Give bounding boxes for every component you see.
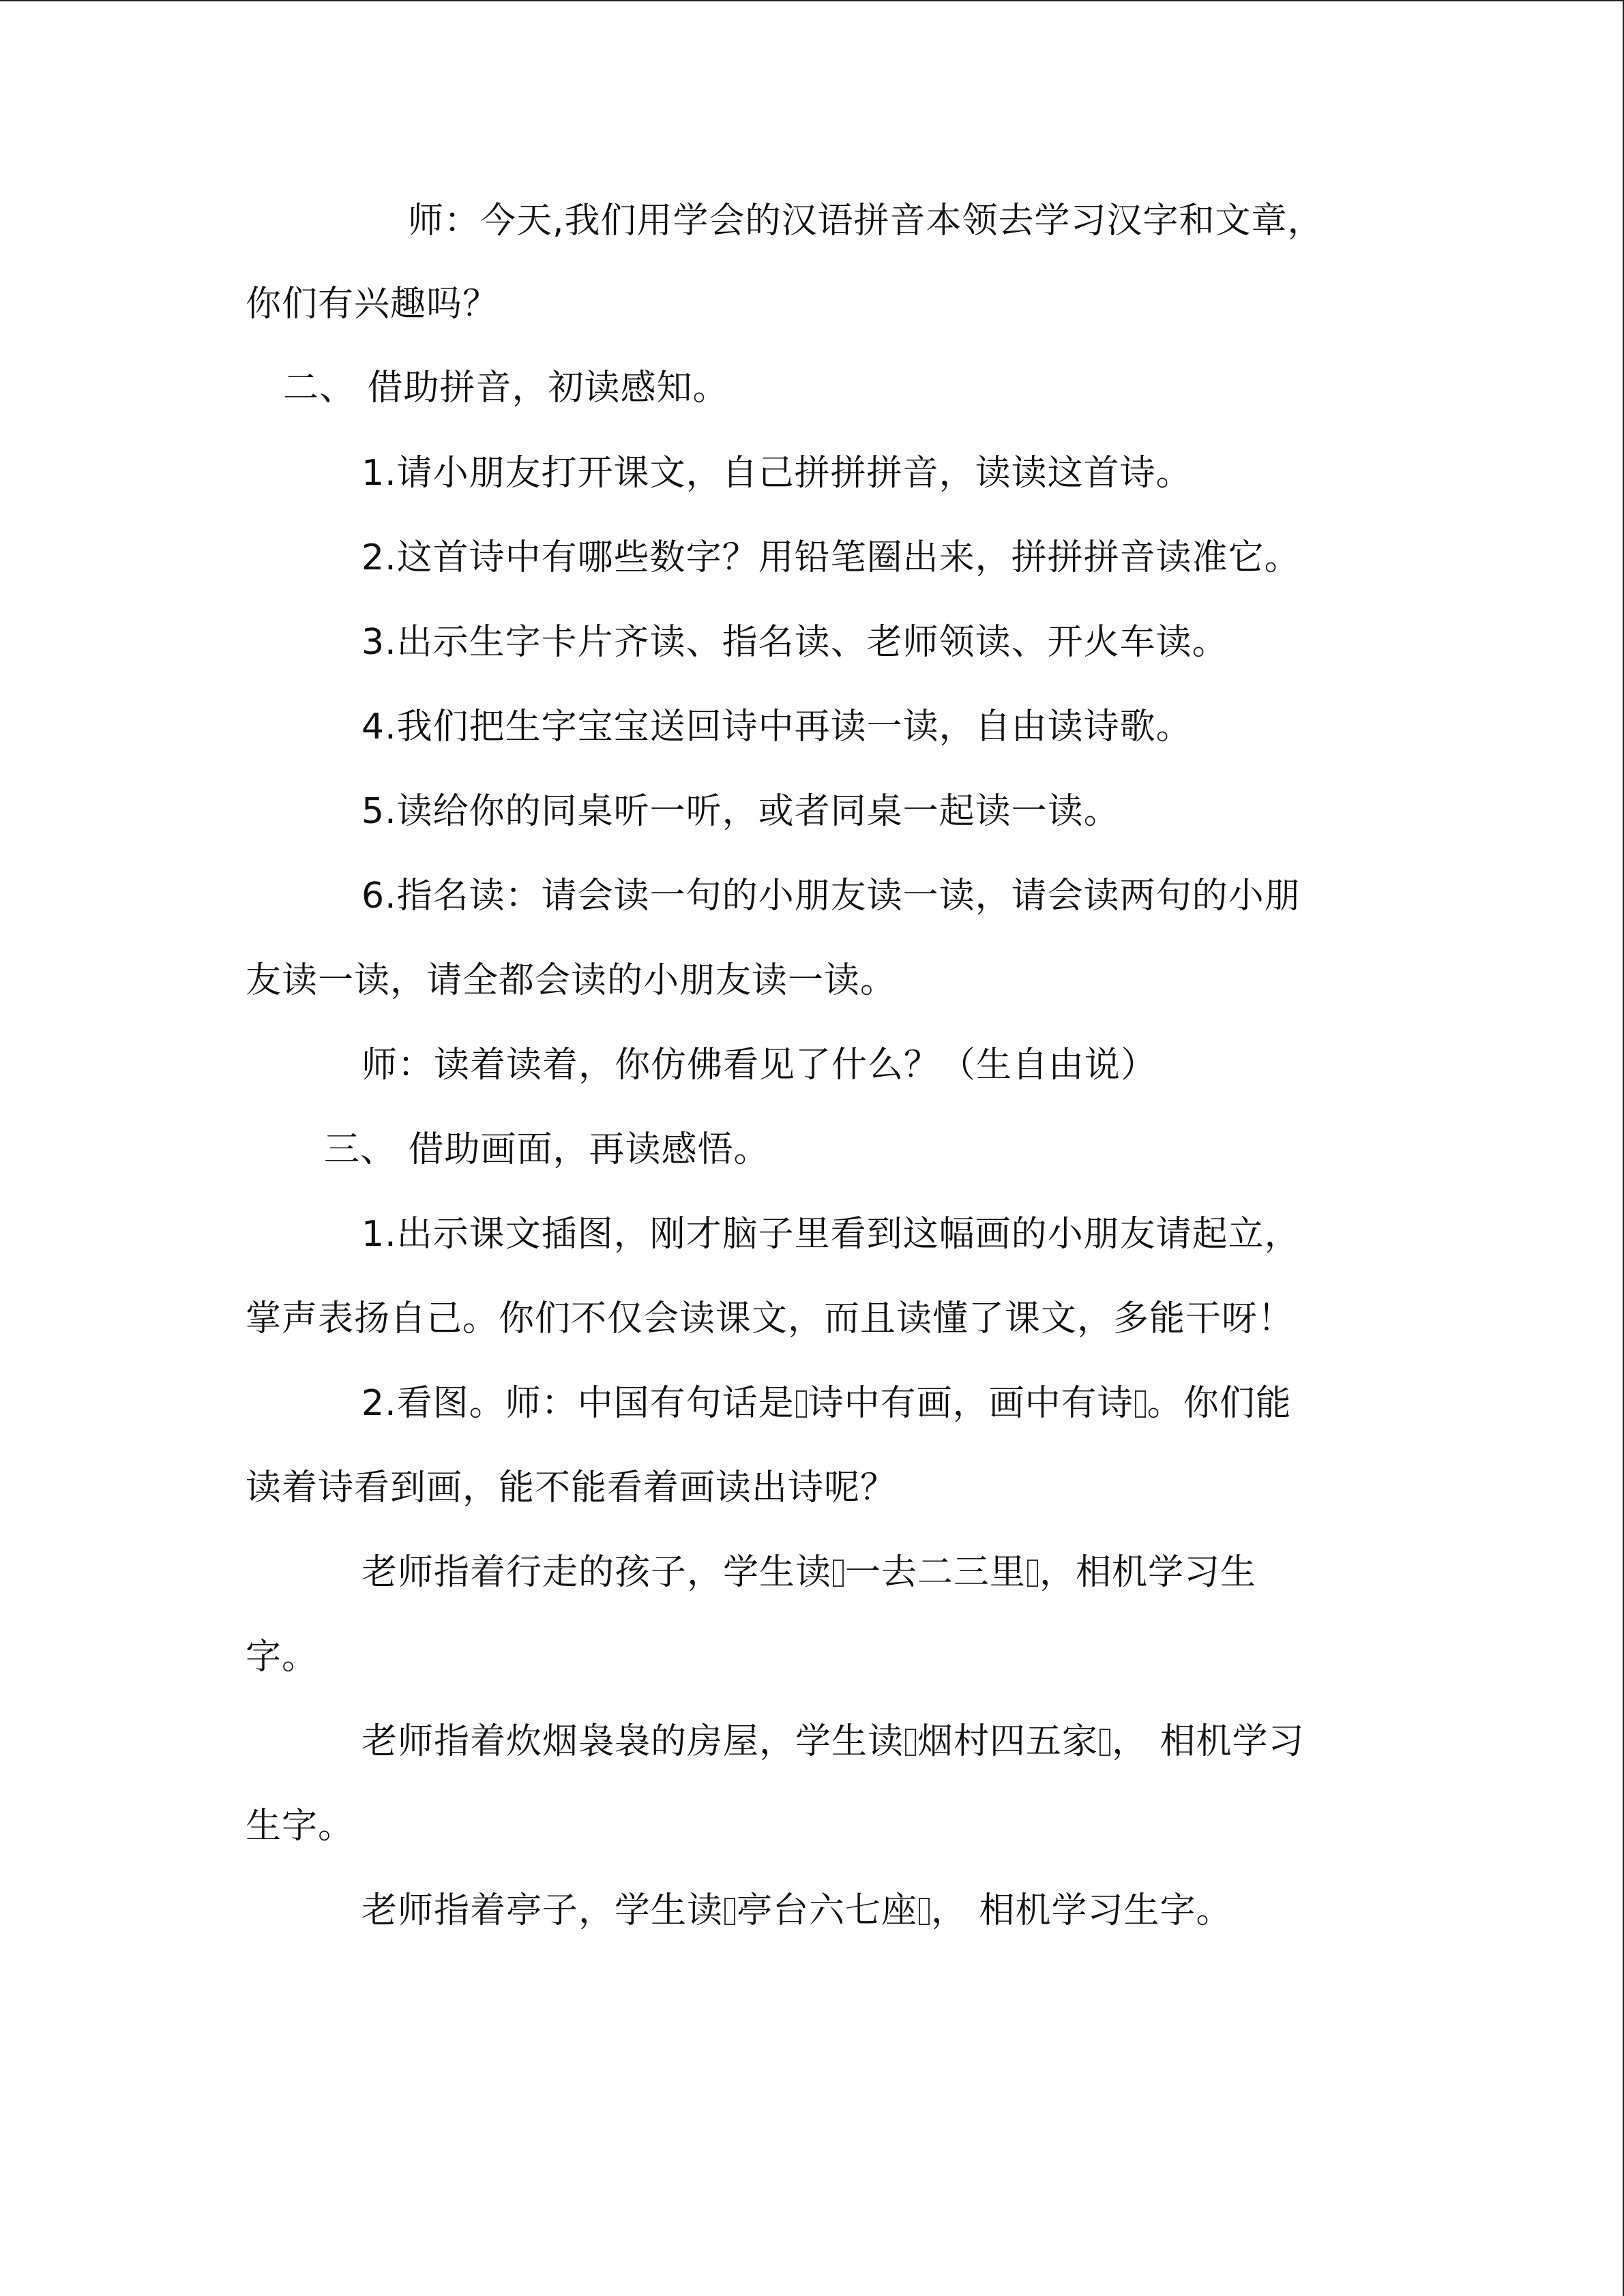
list-item-6-continued: 友读一读，请全都会读的小朋友读一读。 [246,960,897,1001]
section-heading-3: 三、 借助画面，再读感悟。 [324,1129,770,1170]
step-2-quote: 诗中有画，画中有诗 [808,1383,1134,1424]
teacher-point-2-text-a: 老师指着炊烟袅袅的房屋，学生读 [361,1721,904,1762]
teacher-point-3-quote: 亭台六七座 [737,1890,918,1931]
teacher-point-1-continued: 字。 [246,1637,319,1678]
teacher-point-3 [361,1889,1232,1933]
paragraph-line-1: 师：今天,我们用学会的汉语拼音本领去学习汉字和文章， [408,200,1324,241]
missing-glyph-box [1099,1729,1110,1756]
step-2-continued: 读着诗看到画，能不能看着画读出诗呢？ [246,1467,897,1508]
missing-glyph-box [796,1390,807,1418]
teacher-point-3-text-a: 老师指着亭子，学生读 [361,1890,724,1931]
teacher-point-1-text-a: 老师指着行走的孩子，学生读 [361,1552,832,1593]
missing-glyph-box [919,1898,930,1925]
step-2-text-b: 。你们能 [1147,1383,1292,1424]
step-2 [361,1382,1292,1425]
teacher-point-1 [361,1551,1256,1594]
step-1: 1.出示课文插图，刚才脑子里看到这幅画的小朋友请起立， [361,1214,1301,1255]
paragraph-line-2: 你们有兴趣吗？ [246,284,499,325]
teacher-point-3-text-b: ， 相机学习生字。 [931,1890,1232,1931]
missing-glyph-box [905,1729,916,1756]
teacher-point-2-text-b: ， 相机学习 [1112,1721,1305,1762]
teacher-point-1-quote: 一去二三里 [845,1552,1027,1593]
missing-glyph-box [724,1898,735,1925]
teacher-point-2-quote: 烟村四五家 [917,1721,1099,1762]
step-1-continued: 掌声表扬自己。你们不仅会读课文，而且读懂了课文，多能干呀！ [246,1298,1295,1339]
teacher-point-2 [361,1720,1305,1763]
section-heading-2: 二、 借助拼音，初读感知。 [283,368,729,408]
list-item-2: 2.这首诗中有哪些数字？用铅笔圈出来，拼拼拼音读准它。 [361,537,1301,578]
missing-glyph-box [1027,1560,1038,1587]
list-item-5: 5.读给你的同桌听一听，或者同桌一起读一读。 [361,791,1120,832]
missing-glyph-box [833,1560,844,1587]
list-item-1: 1.请小朋友打开课文，自己拼拼拼音，读读这首诗。 [361,453,1192,494]
teacher-point-1-text-b: ，相机学习生 [1039,1552,1257,1593]
list-item-6: 6.指名读：请会读一句的小朋友读一读，请会读两句的小朋 [361,876,1301,916]
teacher-question: 师：读着读着，你仿佛看见了什么？（生自由说） [361,1045,1157,1086]
list-item-4: 4.我们把生字宝宝送回诗中再读一读，自由读诗歌。 [361,706,1192,747]
teacher-point-2-continued: 生字。 [246,1806,355,1847]
missing-glyph-box [1135,1390,1146,1418]
list-item-3: 3.出示生字卡片齐读、指名读、老师领读、开火车读。 [361,622,1228,663]
step-2-text-a: 2.看图。师：中国有句话是 [361,1383,795,1424]
